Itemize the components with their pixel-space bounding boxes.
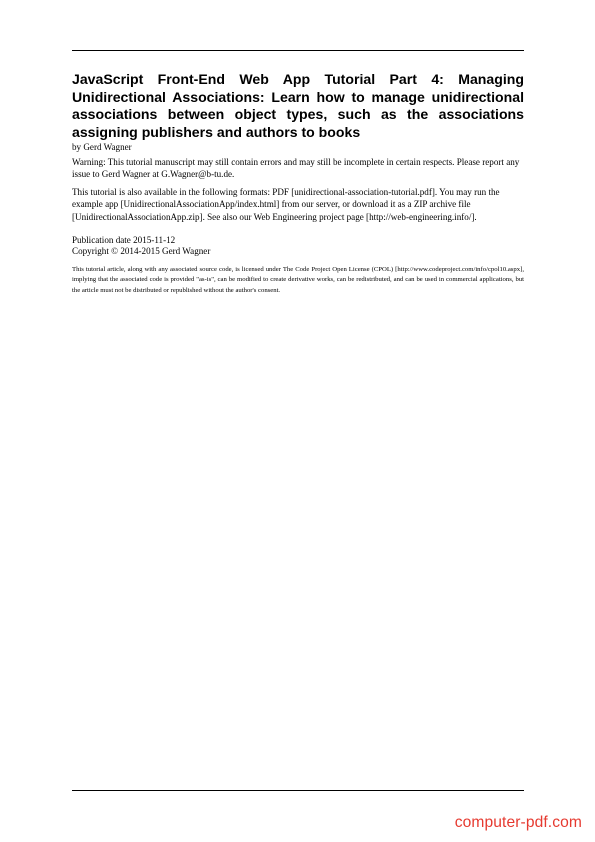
watermark-text[interactable]: computer-pdf.com <box>454 814 582 831</box>
publication-date: Publication date 2015-11-12 <box>72 235 176 245</box>
author-line: by Gerd Wagner <box>72 142 132 152</box>
warning-paragraph: Warning: This tutorial manuscript may still contain errors and may still be incomplete in certain respects. Please report any issue to Gerd Wagner at G.Wagner@b-tu.de. <box>72 157 520 180</box>
bottom-rule <box>72 790 524 791</box>
top-rule <box>72 50 524 51</box>
document-title: JavaScript Front-End Web App Tutorial Part 4: Managing Unidirectional Associations: Learn how to manage unidirectional associations between object types, such as the associations assigning publishers and authors to books <box>72 71 524 140</box>
copyright-notice: Copyright © 2014-2015 Gerd Wagner <box>72 246 211 256</box>
formats-paragraph: This tutorial is also available in the following formats: PDF [unidirectional-association-tutorial.pdf]. You may run the example app [UnidirectionalAssociationApp/index.html] from our server, or download it as a ZIP archive file [UnidirectionalAssociationApp.zip]. See also our Web Engineering project page [http://web-engineering.info/]. <box>72 187 500 222</box>
license-paragraph: This tutorial article, along with any associated source code, is licensed under The Code Project Open License (CPOL) [http://www.codeproject.com/info/cpol10.aspx], implying that the associated code is provided "as-is", can be modified to create derivative works, can be redistributed, and can be used in commercial applications, but the article must not be distributed or republished without the author's consent. <box>72 266 524 294</box>
